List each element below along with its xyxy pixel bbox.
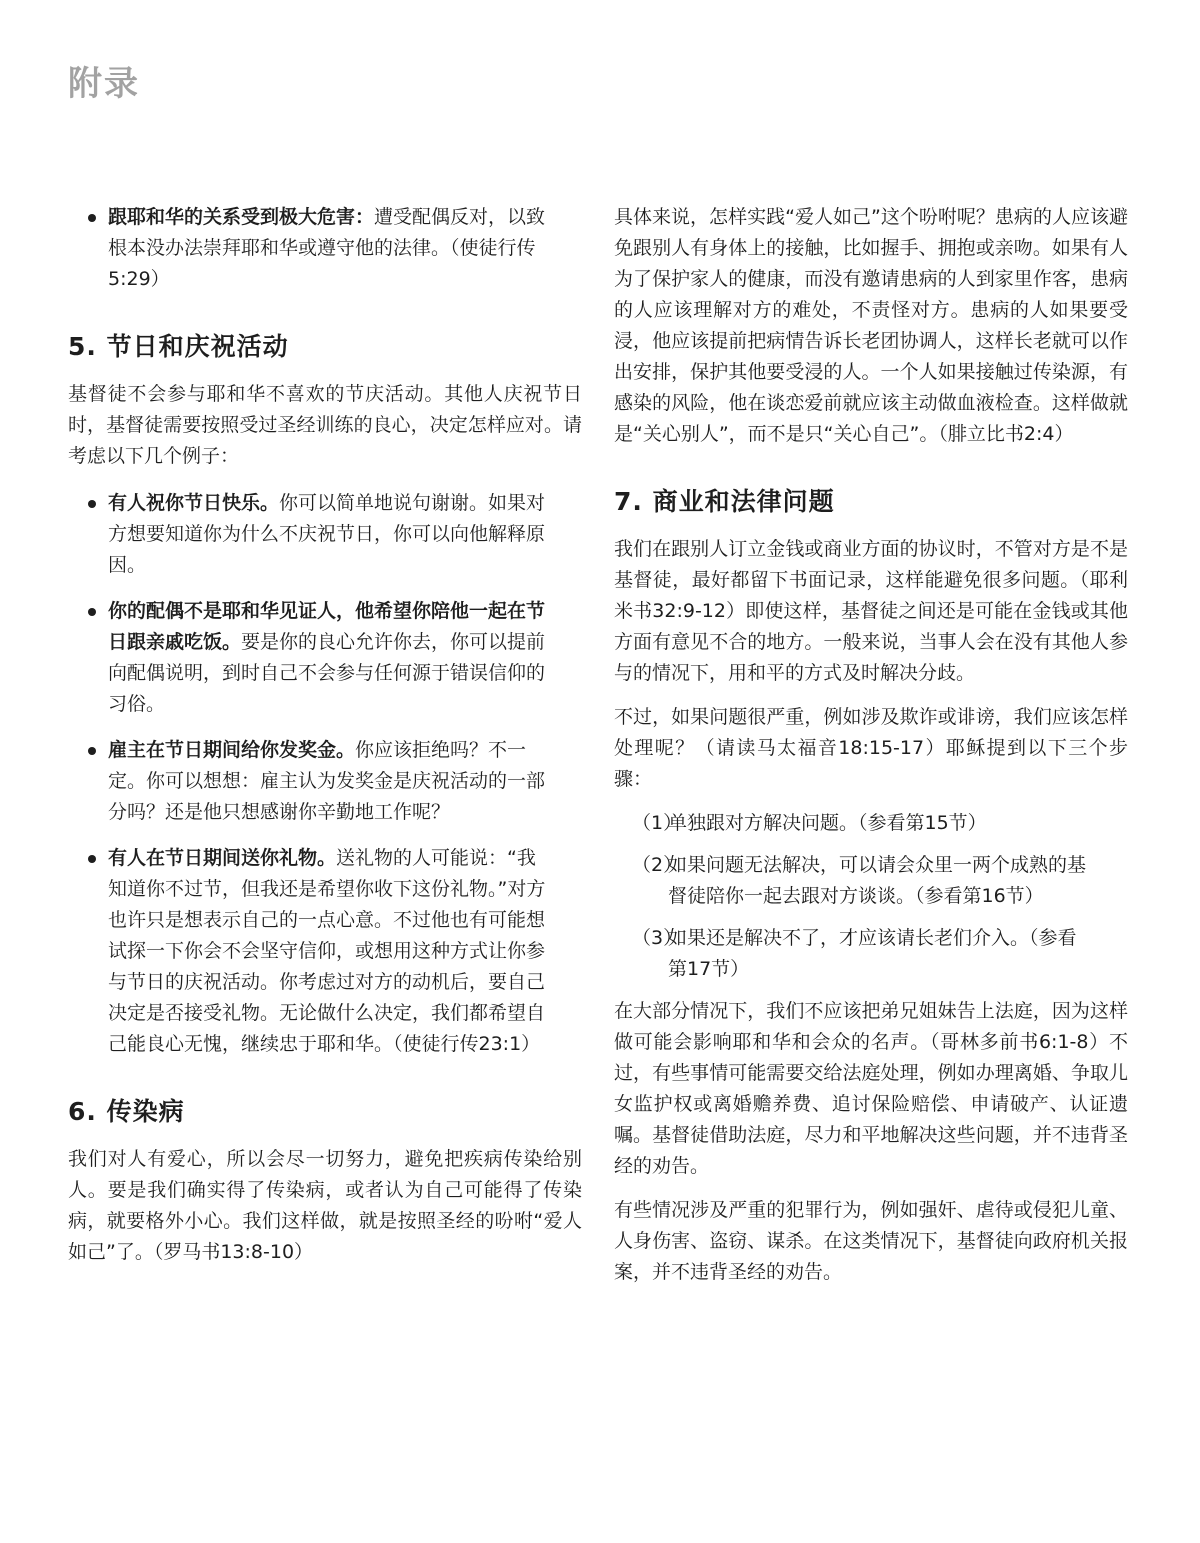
bullet-bold-lead: 有人在节日期间送你礼物。	[108, 847, 337, 869]
step-number: （1）	[632, 812, 683, 834]
step-text: 单独跟对方解决问题。（参看第15节）	[668, 812, 987, 834]
section-5-heading: 5. 节日和庆祝活动	[68, 332, 289, 361]
list-item	[68, 596, 582, 720]
bullet-bold-lead: 你的配偶不是耶和华见证人，他希望你陪他一起在节日跟亲戚吃饭。	[108, 600, 546, 653]
bullet-icon	[88, 855, 96, 863]
section-5-bullet-list	[68, 488, 582, 1060]
list-item	[614, 808, 1128, 839]
bullet-text: 你可以简单地说句谢谢。如果对方想要知道你为什么不庆祝节日，你可以向他解释原因。	[108, 492, 546, 576]
section-6-continued-paragraph: 具体来说，怎样实践“爱人如己”这个吩咐呢？患病的人应该避免跟别人有身体上的接触，比如握手、拥抱或亲吻。如果有人为了保护家人的健康，而没有邀请患病的人到家里作客，患病的人应该理解对方的难处，不责怪对方。患病的人如果要受浸，他应该提前把病情告诉长老团协调人，这样长老就可以作出安排，保护其他要受浸的人。一个人如果接触过传染源，有感染的风险，他在谈恋爱前就应该主动做血液检查。这样做就是“关心别人”，而不是只“关心自己”。（腓立比书2:4）	[614, 206, 1128, 445]
bullet-text: 你应该拒绝吗？不一定。你可以想想：雇主认为发奖金是庆祝活动的一部分吗？还是他只想感谢你辛勤地工作呢？	[108, 739, 546, 823]
list-item	[614, 923, 1128, 985]
list-item	[68, 202, 582, 295]
step-number: （2）	[632, 854, 683, 876]
left-column	[68, 202, 582, 1281]
bullet-icon	[88, 747, 96, 755]
step-text: 如果还是解决不了，才应该请长老们介入。（参看第17节）	[668, 927, 1077, 980]
page-header-title: 附录	[68, 64, 140, 104]
section-6-heading: 6. 传染病	[68, 1097, 185, 1126]
bullet-bold-lead: 跟耶和华的关系受到极大危害：	[108, 206, 375, 228]
bullet-bold-lead: 雇主在节日期间给你发奖金。	[108, 739, 356, 761]
intro-bullet-list	[68, 202, 582, 295]
list-item	[68, 843, 582, 1060]
section-7-paragraph-2: 不过，如果问题很严重，例如涉及欺诈或诽谤，我们应该怎样处理呢？（请读马太福音18:15-17）耶稣提到以下三个步骤：	[614, 706, 1128, 790]
section-7-paragraph-4: 有些情况涉及严重的犯罪行为，例如强奸、虐待或侵犯儿童、人身伤害、盗窃、谋杀。在这类情况下，基督徒向政府机关报案，并不违背圣经的劝告。	[614, 1199, 1128, 1283]
step-number: （3）	[632, 927, 683, 949]
bullet-icon	[88, 214, 96, 222]
list-item	[68, 488, 582, 581]
bullet-text: 送礼物的人可能说：“我知道你不过节，但我还是希望你收下这份礼物。”对方也许只是想表示自己的一点心意。不过他也有可能想试探一下你会不会坚守信仰，或想用这种方式让你参与节日的庆祝活动。你考虑过对方的动机后，要自己决定是否接受礼物。无论做什么决定，我们都希望自己能良心无愧，继续忠于耶和华。（使徒行传23:1）	[108, 847, 546, 1055]
section-7-paragraph-3: 在大部分情况下，我们不应该把弟兄姐妹告上法庭，因为这样做可能会影响耶和华和会众的名声。（哥林多前书6:1-8）不过，有些事情可能需要交给法庭处理，例如办理离婚、争取儿女监护权或离婚赡养费、追讨保险赔偿、申请破产、认证遗嘱。基督徒借助法庭，尽力和平地解决这些问题，并不违背圣经的劝告。	[614, 1000, 1128, 1177]
section-7-paragraph-1: 我们在跟别人订立金钱或商业方面的协议时，不管对方是不是基督徒，最好都留下书面记录，这样能避免很多问题。（耶利米书32:9-12）即使这样，基督徒之间还是可能在金钱或其他方面有意见不合的地方。一般来说，当事人会在没有其他人参与的情况下，用和平的方式及时解决分歧。	[614, 538, 1128, 684]
right-column	[614, 202, 1128, 1301]
step-text: 如果问题无法解决，可以请会众里一两个成熟的基督徒陪你一起去跟对方谈谈。（参看第16节）	[668, 854, 1087, 907]
section-7-heading: 7. 商业和法律问题	[614, 487, 835, 516]
bullet-icon	[88, 500, 96, 508]
bullet-icon	[88, 608, 96, 616]
bullet-bold-lead: 有人祝你节日快乐。	[108, 492, 280, 514]
bullet-text: 要是你的良心允许你去，你可以提前向配偶说明，到时自己不会参与任何源于错误信仰的习俗。	[108, 631, 546, 715]
section-6-paragraph: 我们对人有爱心，所以会尽一切努力，避免把疾病传染给别人。要是我们确实得了传染病，或者认为自己可能得了传染病，就要格外小心。我们这样做，就是按照圣经的吩咐“爱人如己”了。（罗马书13:8-10）	[68, 1148, 582, 1263]
list-item	[614, 850, 1128, 912]
bullet-text: 遭受配偶反对，以致根本没办法崇拜耶和华或遵守他的法律。（使徒行传5:29）	[108, 206, 546, 290]
steps-list	[614, 808, 1128, 985]
list-item	[68, 735, 582, 828]
section-5-intro: 基督徒不会参与耶和华不喜欢的节庆活动。其他人庆祝节日时，基督徒需要按照受过圣经训练的良心，决定怎样应对。请考虑以下几个例子：	[68, 383, 582, 467]
